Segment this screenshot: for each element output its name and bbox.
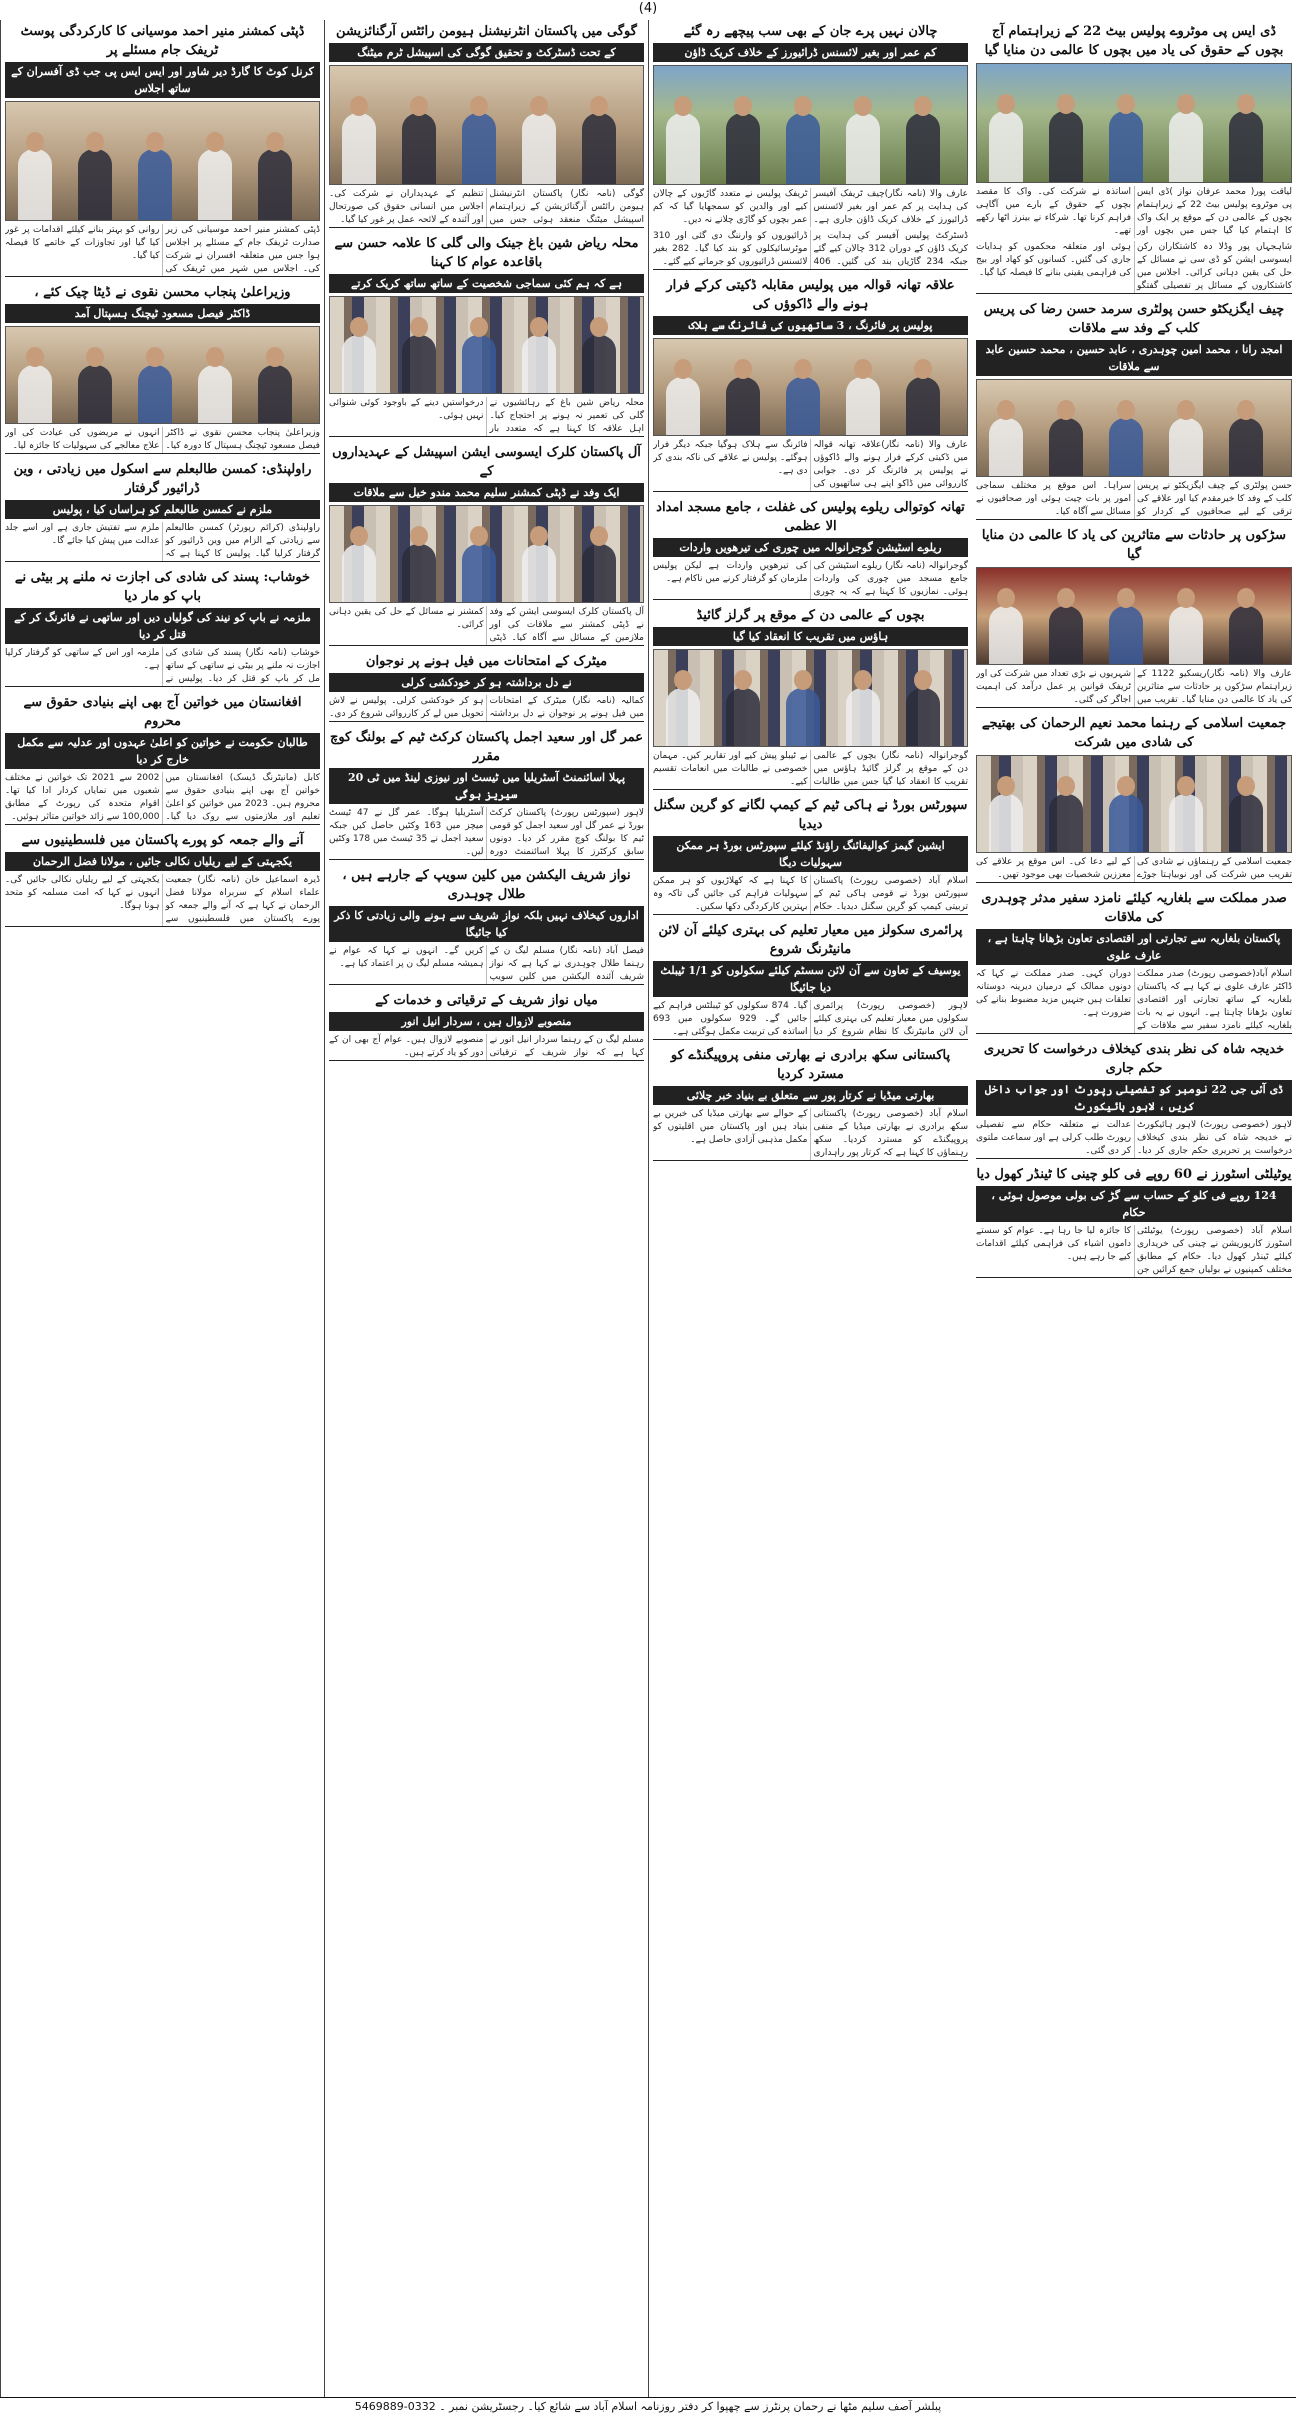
- story-body: لاہور (خصوصی رپورٹ) لاہور ہائیکورٹ نے خدیجہ شاہ کی نظر بندی کیخلاف درخواست پر تحریری حکم جاری کر دیا۔ عدالت نے متعلقہ حکام سے تفصیلی رپورٹ طلب کرلی ہے اور سماعت ملتوی کر دی گئی۔: [976, 1120, 1292, 1156]
- photo-person-head: [674, 359, 692, 379]
- photo-person-head: [146, 132, 164, 152]
- sub-headline-banner: ملزم نے کمسن طالبعلم کو ہراساں کیا ، پولیس: [5, 500, 320, 519]
- sub-headline-banner: پولیس پر فائرنگ ، 3 ساتھیوں کی فائرنگ سے ہلاک: [653, 316, 968, 335]
- photo-person-head: [1117, 588, 1135, 608]
- headline: سڑکوں پر حادثات سے متاثرین کی یاد کا عالمی دن منایا گیا: [981, 528, 1287, 562]
- photo-person-head: [1177, 588, 1195, 608]
- photo-person-figure: [666, 377, 700, 435]
- news-story: [329, 20, 644, 228]
- photo-person-figure: [462, 335, 496, 393]
- photo-person-head: [914, 359, 932, 379]
- news-story: [976, 712, 1292, 883]
- sub-headline-banner: یوسیف کے تعاون سے آن لائن سسٹم کیلئے سکولوں کو 1/1 ٹیبلٹ دیا جائیگا: [653, 961, 968, 997]
- photo-person-figure: [1169, 418, 1203, 476]
- column-3: [324, 20, 648, 2398]
- story-body: اسلام آباد (خصوصی رپورٹ) پاکستانی سکھ برادری نے بھارتی میڈیا کے منفی پروپیگنڈے کو مسترد کردیا۔ سکھ رہنماؤں کا کہنا ہے کہ کرتار پور راہداری کے حوالے سے بھارتی میڈیا کی خبریں بے بنیاد ہیں اور پاکستان میں اقلیتوں کو مکمل مذہبی آزادی حاصل ہے۔: [653, 1109, 968, 1158]
- headline: یوٹیلٹی اسٹورز نے 60 روپے فی کلو چینی کا ٹینڈر کھول دیا: [976, 1167, 1292, 1182]
- sub-headline-banner: کم عمر اور بغیر لائسنس ڈرائیورز کے خلاف کریک ڈاؤن: [653, 43, 968, 62]
- photo-person-figure: [78, 365, 112, 423]
- photo-person-figure: [726, 377, 760, 435]
- story-body: حسن پولٹری کے چیف ایگزیکٹو نے پریس کلب کے وفد کا خیرمقدم کیا اور علاقے کی ترقی کے لیے صحافیوں کے کردار کو سراہا۔ اس موقع پر مختلف سماجی امور پر بات چیت ہوئی اور صحافیوں نے مسائل سے آگاہ کیا۔: [976, 481, 1292, 517]
- photo-person-head: [674, 96, 692, 116]
- page-number: (4): [638, 1, 658, 16]
- photo-person-figure: [1109, 418, 1143, 476]
- story-body: ڈیرہ اسماعیل خان (نامہ نگار) جمعیت علماء اسلام کے سربراہ مولانا فضل الرحمان نے کہا ہے کہ آنے والے جمعہ کو پورے پاکستان میں فلسطینیوں سے یکجہتی کے لیے ریلیاں نکالی جائیں گی۔ انہوں نے کہا کہ امت مسلمہ کو متحد ہونا ہوگا۔: [5, 875, 320, 924]
- sub-headline-banner: 124 روپے فی کلو کے حساب سے گڑ کی بولی موصول ہوئی ، حکام: [976, 1186, 1292, 1222]
- photo-person-figure: [989, 111, 1023, 182]
- photo-person-head: [1177, 400, 1195, 420]
- photo-person-figure: [846, 688, 880, 746]
- photo-person-head: [1057, 94, 1075, 114]
- news-photo: [5, 101, 320, 221]
- story-body: ڈپٹی کمشنر منیر احمد موسیانی کی زیر صدارت ٹریفک جام کے مسئلے پر اجلاس ہوا جس میں متعلقہ افسران نے شرکت کی۔ اجلاس میں شہر میں ٹریفک کی روانی کو بہتر بنانے کیلئے اقدامات پر غور کیا گیا اور تجاوزات کے خاتمے کا فیصلہ کیا گیا۔: [5, 225, 320, 274]
- photo-person-head: [997, 776, 1015, 796]
- headline: میٹرک کے امتحانات میں فیل ہونے پر نوجوان: [365, 654, 608, 669]
- photo-person-head: [734, 96, 752, 116]
- photo-person-figure: [786, 113, 820, 184]
- news-story: [976, 1038, 1292, 1159]
- headline: صدر مملکت سے بلغاریہ کیلئے نامزد سفیر مدثر چوہدری کی ملاقات: [981, 891, 1287, 925]
- news-photo: [329, 296, 644, 394]
- sub-headline-banner: کرنل کوٹ کا گارڈ دیر شاور اور ایس ایس پی جب ڈی آفسران کے ساتھ اجلاس: [5, 62, 320, 98]
- news-story: [653, 274, 968, 492]
- news-story: [329, 232, 644, 437]
- sub-headline-banner: ایک وفد نے ڈپٹی کمشنر سلیم محمد مندو خیل سے ملاقات: [329, 483, 644, 502]
- photo-person-head: [350, 96, 368, 116]
- headline: تھانہ کوتوالی ریلوے پولیس کی غفلت ، جامع مسجد امداد الا عظمی: [656, 500, 965, 534]
- headline: ڈی ایس پی موٹروے پولیس بیٹ 22 کے زیراہتمام آج بچوں کے حقوق کی یاد میں بچوں کا عالمی دن منایا گیا: [984, 24, 1284, 58]
- news-story: [5, 566, 320, 687]
- photo-person-figure: [666, 113, 700, 184]
- photo-person-figure: [1049, 606, 1083, 664]
- photo-person-figure: [138, 365, 172, 423]
- photo-person-figure: [1109, 606, 1143, 664]
- photo-person-head: [86, 132, 104, 152]
- news-photo: [329, 65, 644, 185]
- photo-person-head: [997, 400, 1015, 420]
- photo-person-figure: [846, 377, 880, 435]
- photo-person-head: [206, 347, 224, 367]
- sub-headline-banner: ریلوے اسٹیشن گوجرانوالہ میں چوری کی تیرھویں واردات: [653, 538, 968, 557]
- news-story: [329, 441, 644, 646]
- photo-person-figure: [846, 113, 880, 184]
- photo-person-head: [266, 132, 284, 152]
- story-body-continued: شاہجہاں پور وڈلا دہ کاشتکاران رکن ایسوسی ایشن کو ڈی سی نے مسائل کے حل کی یقین دہانی کرائی۔ اجلاس میں کاشتکاروں کے مسائل پر تفصیلی گفتگو ہوئی اور متعلقہ محکموں کو ہدایات جاری کی گئیں۔ کسانوں کو کھاد اور بیج کی فراہمی یقینی بنانے کا فیصلہ کیا گیا۔: [976, 242, 1292, 291]
- headline: محلہ ریاض شین باغ جینک والی گلی کا علامہ حسن سے باقاعدہ عوام کا کہنا: [334, 236, 639, 270]
- photo-person-figure: [462, 544, 496, 602]
- page-footer: پبلشر آصف سلیم مٹھا نے رحمان پرنٹرز سے چھپوا کر دفتر روزنامہ اسلام آباد سے شائع کیا۔ رجسٹریشن نمبر ۔ 0332-5469889: [0, 2397, 1296, 2416]
- photo-person-figure: [18, 365, 52, 423]
- news-story: [653, 919, 968, 1040]
- headline: علاقہ تھانہ قوالہ میں پولیس مقابلہ ڈکیتی کرکے فرار ہونے والے ڈاکوؤں کی: [666, 278, 955, 312]
- story-body: لیاقت پور( محمد عرفان نواز )ڈی ایس پی موٹروے پولیس بیٹ 22 کے زیراہتمام بچوں کے عالمی دن کے موقع پر ایک واک کا اہتمام کیا گیا جس میں بچوں اور اساتذہ نے شرکت کی۔ واک کا مقصد بچوں کے حقوق کے بارے میں آگاہی فراہم کرنا تھا۔ شرکاء نے بینرز اٹھا رکھے تھے۔: [976, 187, 1292, 236]
- headline: آنے والے جمعہ کو پورے پاکستان میں فلسطینیوں سے: [21, 833, 304, 848]
- photo-person-figure: [522, 335, 556, 393]
- sub-headline-banner: امجد رانا ، محمد امین چوہدری ، عابد حسین ، محمد حسین عابد سے ملاقات: [976, 340, 1292, 376]
- photo-person-figure: [1169, 111, 1203, 182]
- photo-person-figure: [989, 606, 1023, 664]
- headline: آل پاکستان کلرک ایسوسی ایشن اسپیشل کے عہدیداروں کے: [332, 445, 641, 479]
- story-body: گوگی (نامہ نگار) پاکستان انٹرنیشنل ہیومن رائٹس آرگنائزیشن کے زیراہتمام اسپیشل میٹنگ منعقد ہوئی جس میں تنظیم کے عہدیداران نے شرکت کی۔ اجلاس میں انسانی حقوق کی صورتحال اور آئندہ کے لائحہ عمل پر غور کیا گیا۔: [329, 189, 644, 225]
- photo-person-head: [1117, 400, 1135, 420]
- photo-person-figure: [138, 149, 172, 220]
- news-story: [976, 298, 1292, 520]
- photo-person-figure: [258, 365, 292, 423]
- photo-person-head: [1237, 776, 1255, 796]
- sub-headline-banner: یکجہتی کے لیے ریلیاں نکالی جائیں ، مولانا فضل الرحمان: [5, 852, 320, 871]
- photo-person-figure: [989, 418, 1023, 476]
- photo-person-head: [794, 670, 812, 690]
- news-story: [976, 20, 1292, 294]
- sub-headline-banner: اداروں کیخلاف نہیں بلکہ نواز شریف سے ہونے والی زیادتی کا ذکر کیا جائیگا: [329, 906, 644, 942]
- photo-person-figure: [906, 377, 940, 435]
- column-4: [0, 20, 324, 2398]
- news-photo: [976, 63, 1292, 183]
- news-photo: [976, 379, 1292, 477]
- headline: بچوں کے عالمی دن کے موقع پر گرلز گائیڈ: [696, 608, 925, 623]
- sub-headline-banner: ہاؤس میں تقریب کا انعقاد کیا گیا: [653, 627, 968, 646]
- story-body: عارف والا (نامہ نگار)علاقہ تھانہ قوالہ میں ڈکیتی کرکے فرار ہونے والے ڈاکوؤں نے پولیس پر فائرنگ کر دی۔ جوابی کارروائی میں ڈاکو اپنے ہی ساتھیوں کی فائرنگ سے ہلاک ہوگیا جبکہ دیگر فرار ہوگئے۔ پولیس نے علاقے کی ناکہ بندی کر دی ہے۔: [653, 440, 968, 489]
- sub-headline-banner: طالبان حکومت نے خواتین کو اعلیٰ عہدوں اور عدلیہ سے مکمل خارج کر دیا: [5, 733, 320, 769]
- sub-headline-banner: ایشین گیمز کوالیفائنگ راؤنڈ کیلئے سپورٹس بورڈ ہر ممکن سہولیات دیگا: [653, 836, 968, 872]
- sub-headline-banner: ڈاکٹر فیصل مسعود ٹیچنگ ہسپتال آمد: [5, 304, 320, 323]
- story-body: اسلام آباد (خصوصی رپورٹ) پاکستان سپورٹس بورڈ نے قومی ہاکی ٹیم کے تربیتی کیمپ کو گرین سگنل دیدیا۔ حکام کا کہنا ہے کہ کھلاڑیوں کو ہر ممکن سہولیات فراہم کی جائیں گی تاکہ وہ بہترین کارکردگی دکھا سکیں۔: [653, 876, 968, 912]
- news-photo: [653, 338, 968, 436]
- sub-headline-banner: بھارتی میڈیا نے کرتار پور سے متعلق بے بنیاد خبر چلائی: [653, 1086, 968, 1105]
- photo-person-head: [854, 670, 872, 690]
- photo-person-figure: [786, 688, 820, 746]
- photo-person-figure: [1229, 794, 1263, 852]
- photo-person-figure: [1109, 794, 1143, 852]
- story-body: عارف والا (نامہ نگار)چیف ٹریفک آفیسر کی ہدایت پر کم عمر اور بغیر لائسنس ڈرائیورز کے خلاف کریک ڈاؤن جاری ہے۔ ٹریفک پولیس نے متعدد گاڑیوں کے چالان کیے اور والدین کو سمجھایا گیا کہ کم عمر بچوں کو گاڑی چلانے نہ دیں۔: [653, 189, 968, 225]
- photo-person-head: [470, 317, 488, 337]
- photo-person-figure: [1049, 794, 1083, 852]
- news-story: [976, 887, 1292, 1034]
- column-2: [648, 20, 972, 2398]
- sub-headline-banner: پاکستان بلغاریہ سے تجارتی اور اقتصادی تعاون بڑھانا چاہتا ہے ، عارف علوی: [976, 929, 1292, 965]
- story-body: عارف والا (نامہ نگار)ریسکیو 1122 کے زیراہتمام سڑکوں پر حادثات سے متاثرین کی یاد کا عالمی دن منایا گیا۔ تقریب میں شہریوں نے بڑی تعداد میں شرکت کی اور ٹریفک قوانین پر عمل درآمد کی اہمیت اجاگر کی گئی۔: [976, 669, 1292, 705]
- headline: گوگی میں پاکستان انٹرنیشنل ہیومن رائٹس آرگنائزیشن: [336, 24, 637, 39]
- story-body-continued: ڈسٹرکٹ پولیس آفیسر کی ہدایت پر کریک ڈاؤن کے دوران 312 چالان کیے گئے جبکہ 234 گاڑیاں بند کی گئیں۔ 406 ڈرائیوروں کو وارننگ دی گئی اور 310 موٹرسائیکلوں کو بند کیا گیا۔ 282 بغیر لائسنس ڈرائیوروں کو جرمانے کیے گئے۔: [653, 231, 968, 267]
- headline: پاکستانی سکھ برادری نے بھارتی منفی پروپیگنڈے کو مسترد کردیا: [670, 1048, 951, 1082]
- headline: ڈپٹی کمشنر منیر احمد موسیانی کا کارکردگی پوسٹ ٹریفک جام مسئلے پر: [20, 24, 305, 58]
- story-body: وزیراعلیٰ پنجاب محسن نقوی نے ڈاکٹر فیصل مسعود ٹیچنگ ہسپتال کا دورہ کیا۔ انہوں نے مریضوں کی عیادت کی اور علاج معالجے کی سہولیات کا جائزہ لیا۔: [5, 428, 320, 451]
- photo-person-head: [206, 132, 224, 152]
- photo-person-head: [530, 96, 548, 116]
- story-body: فیصل آباد (نامہ نگار) مسلم لیگ ن کے رہنما طلال چوہدری نے کہا ہے کہ نواز شریف آئندہ الیکشن میں کلین سویپ کریں گے۔ انہوں نے کہا کہ عوام نے ہمیشہ مسلم لیگ ن پر اعتماد کیا ہے۔: [329, 946, 644, 982]
- photo-person-figure: [1169, 606, 1203, 664]
- photo-person-figure: [522, 113, 556, 184]
- photo-person-head: [674, 670, 692, 690]
- photo-person-figure: [18, 149, 52, 220]
- news-photo: [976, 755, 1292, 853]
- photo-person-figure: [462, 113, 496, 184]
- story-body: گوجرانوالہ (نامہ نگار) ریلوے اسٹیشن کی جامع مسجد میں چوری کی واردات ہوئی۔ نمازیوں کا کہنا ہے کہ یہ چوری کی تیرھویں واردات ہے لیکن پولیس ملزمان کو گرفتار کرنے میں ناکام ہے۔: [653, 561, 968, 597]
- photo-person-head: [854, 359, 872, 379]
- story-body: گوجرانوالہ (نامہ نگار) بچوں کے عالمی دن کے موقع پر گرلز گائیڈ ہاؤس میں تقریب کا انعقاد کیا گیا جس میں طالبات نے ٹیبلو پیش کیے اور تقاریر کیں۔ مہمان خصوصی نے طالبات میں انعامات تقسیم کیے۔: [653, 751, 968, 787]
- photo-person-figure: [1229, 606, 1263, 664]
- news-photo: [653, 65, 968, 185]
- story-body: اسلام آباد(خصوصی رپورٹ) صدر مملکت ڈاکٹر عارف علوی نے کہا ہے کہ پاکستان بلغاریہ کے ساتھ تجارتی اور اقتصادی تعاون بڑھانا چاہتا ہے۔ انہوں نے یہ بات بلغاریہ کیلئے نامزد سفیر سے ملاقات کے دوران کہی۔ صدر مملکت نے کہا کہ دونوں ممالک کے درمیان دیرینہ دوستانہ تعلقات ہیں جنہیں مزید مضبوط بنانے کی ضرورت ہے۔: [976, 969, 1292, 1031]
- headline: چالان نہیں پرے جان کے بھی سب پیچھے رہ گئے: [683, 24, 938, 39]
- photo-person-head: [997, 94, 1015, 114]
- photo-person-head: [590, 317, 608, 337]
- news-story: [653, 794, 968, 915]
- photo-person-head: [794, 96, 812, 116]
- photo-person-head: [530, 317, 548, 337]
- news-photo: [329, 505, 644, 603]
- photo-person-figure: [1049, 418, 1083, 476]
- news-story: [653, 604, 968, 790]
- photo-person-head: [1177, 776, 1195, 796]
- news-story: [653, 20, 968, 270]
- photo-person-head: [914, 96, 932, 116]
- news-story: [653, 1044, 968, 1161]
- news-story: [5, 691, 320, 825]
- photo-person-head: [794, 359, 812, 379]
- photo-person-figure: [726, 113, 760, 184]
- photo-person-figure: [906, 113, 940, 184]
- photo-person-figure: [402, 544, 436, 602]
- photo-person-figure: [582, 335, 616, 393]
- photo-person-figure: [402, 335, 436, 393]
- photo-person-figure: [989, 794, 1023, 852]
- news-story: [653, 496, 968, 600]
- sub-headline-banner: ہے کہ ہم کئی سماجی شخصیت کے ساتھ ساتھ کریک کرتے: [329, 274, 644, 293]
- photo-person-head: [410, 96, 428, 116]
- photo-person-figure: [522, 544, 556, 602]
- photo-person-head: [734, 670, 752, 690]
- sub-headline-banner: نے دل برداشتہ ہو کر خودکشی کرلی: [329, 673, 644, 692]
- photo-person-figure: [906, 688, 940, 746]
- photo-person-head: [410, 317, 428, 337]
- photo-person-head: [350, 526, 368, 546]
- headline: پرائمری سکولز میں معیار تعلیم کی بہتری کیلئے آن لائن مانیٹرنگ شروع: [658, 923, 963, 957]
- news-story: [329, 989, 644, 1061]
- photo-person-head: [1117, 94, 1135, 114]
- photo-person-figure: [402, 113, 436, 184]
- photo-person-head: [1237, 94, 1255, 114]
- photo-person-figure: [666, 688, 700, 746]
- photo-person-figure: [342, 544, 376, 602]
- photo-person-head: [1237, 400, 1255, 420]
- photo-person-head: [26, 132, 44, 152]
- photo-person-head: [854, 96, 872, 116]
- photo-person-figure: [1169, 794, 1203, 852]
- headline: سپورٹس بورڈ نے ہاکی ٹیم کے کیمپ لگانے کو گرین سگنل دیدیا: [653, 798, 968, 832]
- news-photo: [5, 326, 320, 424]
- news-story: [976, 524, 1292, 708]
- photo-person-figure: [342, 113, 376, 184]
- photo-person-head: [734, 359, 752, 379]
- story-body: جمعیت اسلامی کے رہنماؤں نے شادی کی تقریب میں شرکت کی اور نوبیاہتا جوڑے کے لیے دعا کی۔ اس موقع پر علاقے کی معززین شخصیات بھی موجود تھیں۔: [976, 857, 1292, 880]
- photo-person-head: [470, 96, 488, 116]
- photo-person-head: [1057, 588, 1075, 608]
- news-photo: [976, 567, 1292, 665]
- photo-person-figure: [198, 365, 232, 423]
- headline: خوشاب: پسند کی شادی کی اجازت نہ ملنے پر بیٹی نے باپ کو مار دیا: [14, 570, 311, 604]
- photo-person-head: [350, 317, 368, 337]
- headline: وزیراعلیٰ پنجاب محسن نقوی نے ڈیٹا چیک کئے ،: [34, 285, 291, 300]
- news-story: [5, 281, 320, 454]
- headline: نواز شریف الیکشن میں کلین سویپ کے جارہے ہیں ، طلال چوہدری: [342, 868, 631, 902]
- news-story: [5, 829, 320, 927]
- photo-person-figure: [786, 377, 820, 435]
- news-story: [976, 1163, 1292, 1278]
- story-body: کابل (مانیٹرنگ ڈیسک) افغانستان میں خواتین آج بھی اپنے بنیادی حقوق سے محروم ہیں۔ 2023 میں خواتین کو اعلیٰ تعلیم اور ملازمتوں سے روک دیا گیا۔ 2002 سے 2021 تک خواتین نے مختلف شعبوں میں نمایاں کردار ادا کیا تھا۔ اقوام متحدہ کی رپورٹ کے مطابق 100,000 سے زائد خواتین متاثر ہوئیں۔: [5, 773, 320, 822]
- story-body: محلہ ریاض شین باغ کے رہائشیوں نے گلی کی تعمیر نہ ہونے پر احتجاج کیا۔ اہل علاقہ کا کہنا ہے کہ متعدد بار درخواستیں دینے کے باوجود کوئی شنوائی نہیں ہوئی۔: [329, 398, 644, 434]
- story-body: کمالیہ (نامہ نگار) میٹرک کے امتحانات میں فیل ہونے پر نوجوان نے دل برداشتہ ہو کر خودکشی کرلی۔ پولیس نے لاش تحویل میں لے کر کارروائی شروع کر دی۔: [329, 696, 644, 719]
- photo-person-figure: [258, 149, 292, 220]
- photo-person-head: [1057, 776, 1075, 796]
- photo-person-head: [530, 526, 548, 546]
- headline: چیف ایگزیکٹو حسن پولٹری سرمد حسن رضا کی پریس کلب کے وفد سے ملاقات: [983, 302, 1285, 336]
- photo-person-figure: [1229, 418, 1263, 476]
- photo-person-figure: [726, 688, 760, 746]
- news-story: [329, 864, 644, 985]
- sub-headline-banner: پہلا اسائنمنٹ آسٹریلیا میں ٹیسٹ اور نیوزی لینڈ میں ٹی 20 سیریز ہوگی: [329, 768, 644, 804]
- photo-person-figure: [342, 335, 376, 393]
- photo-person-head: [1057, 400, 1075, 420]
- headline: راولپنڈی: کمسن طالبعلم سے اسکول میں زیادتی ، وین ڈرائیور گرفتار: [13, 462, 312, 496]
- story-body: مسلم لیگ ن کے رہنما سردار انیل انور نے کہا ہے کہ نواز شریف کے ترقیاتی منصوبے لازوال ہیں۔ عوام آج بھی ان کے دور کو یاد کرتے ہیں۔: [329, 1035, 644, 1058]
- photo-person-head: [997, 588, 1015, 608]
- news-story: [5, 20, 320, 277]
- photo-person-head: [1117, 776, 1135, 796]
- photo-person-head: [1177, 94, 1195, 114]
- photo-person-head: [590, 96, 608, 116]
- photo-person-figure: [582, 544, 616, 602]
- story-body: خوشاب (نامہ نگار) پسند کی شادی کی اجازت نہ ملنے پر بیٹی نے ساتھی کے ساتھ مل کر باپ کو قتل کر دیا۔ پولیس نے ملزمہ اور اس کے ساتھی کو گرفتار کرلیا ہے۔: [5, 648, 320, 684]
- story-body: آل پاکستان کلرک ایسوسی ایشن کے وفد نے ڈپٹی کمشنر سے ملاقات کی اور ملازمین کے مسائل سے آگاہ کیا۔ ڈپٹی کمشنر نے مسائل کے حل کی یقین دہانی کرائی۔: [329, 607, 644, 643]
- story-body: لاہور (خصوصی رپورٹ) پرائمری سکولوں میں معیار تعلیم کی بہتری کیلئے آن لائن مانیٹرنگ کا نظام شروع کر دیا گیا۔ 874 سکولوں کو ٹیبلٹس فراہم کیے جائیں گے۔ 929 سکولوں میں 693 اساتذہ کی تربیت مکمل ہوگئی ہے۔: [653, 1001, 968, 1037]
- headline: میاں نواز شریف کے ترقیاتی و خدمات کے: [375, 993, 598, 1008]
- story-body: اسلام آباد (خصوصی رپورٹ) یوٹیلٹی اسٹورز کارپوریشن نے چینی کی خریداری کیلئے ٹینڈر کھول دیا۔ حکام کے مطابق مختلف کمپنیوں نے بولیاں جمع کرائیں جن کا جائزہ لیا جا رہا ہے۔ عوام کو سستے داموں اشیاء کی فراہمی کیلئے اقدامات کیے جا رہے ہیں۔: [976, 1226, 1292, 1275]
- news-story: [329, 726, 644, 860]
- news-story: [5, 458, 320, 562]
- photo-person-head: [470, 526, 488, 546]
- headline: عمر گل اور سعید اجمل پاکستان کرکٹ ٹیم کے بولنگ کوچ مقرر: [329, 730, 644, 764]
- news-photo: [653, 649, 968, 747]
- news-story: [329, 650, 644, 722]
- photo-person-figure: [78, 149, 112, 220]
- photo-person-figure: [1109, 111, 1143, 182]
- sub-headline-banner: ملزمہ نے باپ کو نیند کی گولیاں دیں اور ساتھی نے فائرنگ کر کے قتل کر دیا: [5, 608, 320, 644]
- photo-person-figure: [1049, 111, 1083, 182]
- story-body: راولپنڈی (کرائم رپورٹر) کمسن طالبعلم سے زیادتی کے الزام میں وین ڈرائیور کو گرفتار کرلیا گیا۔ پولیس کا کہنا ہے کہ ملزم سے تفتیش جاری ہے اور اسے جلد عدالت میں پیش کیا جائے گا۔: [5, 523, 320, 559]
- sub-headline-banner: ڈی آئی جی 22 نومبر کو تفصیلی رپورٹ اور جواب داخل کریں ، لاہور ہائیکورٹ: [976, 1080, 1292, 1116]
- column-1: [972, 20, 1296, 2398]
- photo-person-figure: [198, 149, 232, 220]
- story-body: لاہور (سپورٹس رپورٹ) پاکستان کرکٹ بورڈ نے عمر گل اور سعید اجمل کو قومی ٹیم کا بولنگ کوچ مقرر کر دیا۔ دونوں سابق کرکٹرز کا پہلا اسائنمنٹ دورہ آسٹریلیا ہوگا۔ عمر گل نے 47 ٹیسٹ میچز میں 163 وکٹیں حاصل کیں جبکہ سعید اجمل نے 35 ٹیسٹ میں 178 وکٹیں لیں۔: [329, 808, 644, 857]
- photo-person-head: [914, 670, 932, 690]
- photo-person-head: [590, 526, 608, 546]
- sub-headline-banner: منصوبے لازوال ہیں ، سردار انیل انور: [329, 1012, 644, 1031]
- photo-person-head: [410, 526, 428, 546]
- headline: افغانستان میں خواتین آج بھی اپنے بنیادی حقوق سے محروم: [23, 695, 302, 729]
- photo-person-figure: [582, 113, 616, 184]
- headline: خدیجہ شاہ کی نظر بندی کیخلاف درخواست کا تحریری حکم جاری: [983, 1042, 1285, 1076]
- photo-person-head: [26, 347, 44, 367]
- headline: جمعیت اسلامی کے رہنما محمد نعیم الرحمان کی بھتیجے کی شادی میں شرکت: [981, 716, 1287, 750]
- photo-person-head: [1237, 588, 1255, 608]
- photo-person-head: [266, 347, 284, 367]
- photo-person-figure: [1229, 111, 1263, 182]
- sub-headline-banner: کے تحت ڈسٹرکٹ و تحقیق گوگی کی اسپیشل ٹرم میٹنگ: [329, 43, 644, 62]
- photo-person-head: [86, 347, 104, 367]
- photo-person-head: [146, 347, 164, 367]
